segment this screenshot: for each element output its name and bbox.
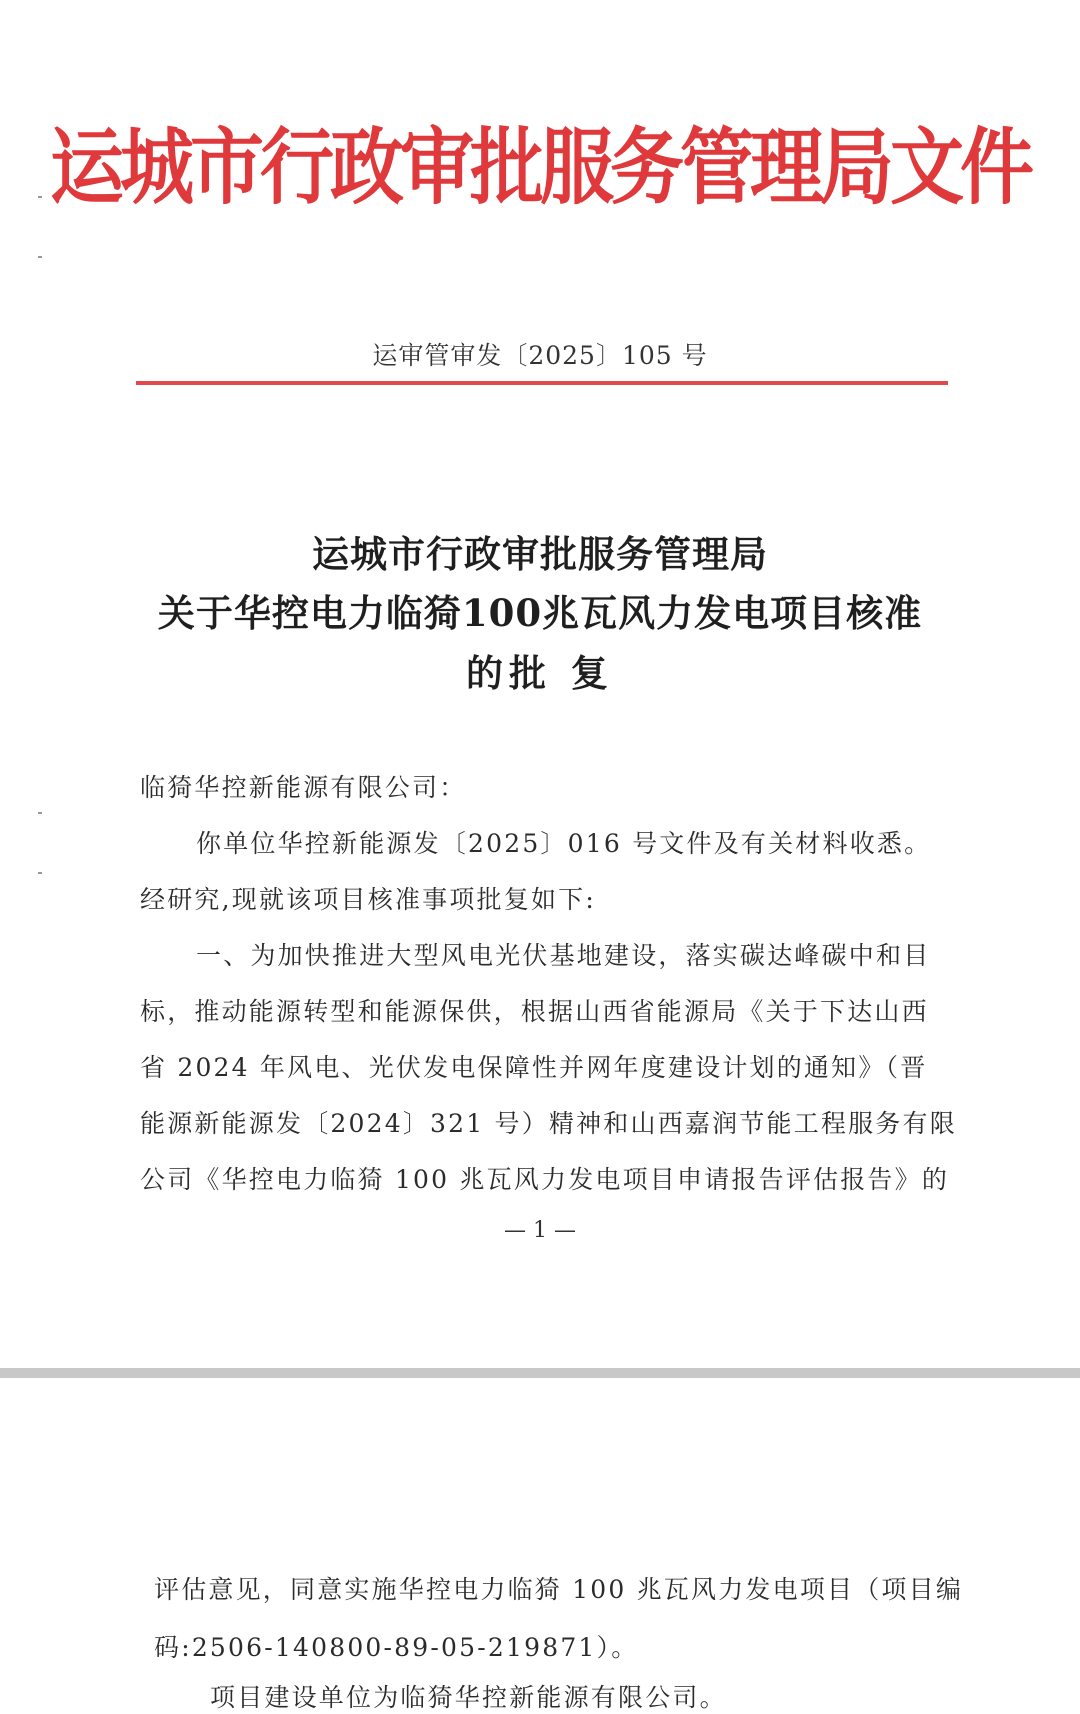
scan-speck	[38, 872, 42, 874]
body-line: 省 2024 年风电、光伏发电保障性并网年度建设计划的通知》（晋	[140, 1053, 928, 1082]
body-line: 公司《华控电力临猗 100 兆瓦风力发电项目申请报告评估报告》的	[140, 1165, 950, 1194]
scan-speck	[38, 256, 42, 258]
scan-speck	[38, 196, 42, 198]
title-line-2: 关于华控电力临猗100兆瓦风力发电项目核准	[157, 591, 923, 635]
title-line-1: 运城市行政审批服务管理局	[312, 532, 768, 576]
body-line: 你单位华控新能源发〔2025〕016 号文件及有关材料收悉。	[196, 829, 932, 858]
title-line-3: 的批 复	[466, 651, 614, 695]
body-line: 评估意见，同意实施华控电力临猗 100 兆瓦风力发电项目（项目编	[154, 1575, 964, 1604]
body-line: 经研究,现就该项目核准事项批复如下:	[140, 885, 596, 914]
red-letterhead: 运城市行政审批服务管理局文件	[50, 119, 1030, 217]
document-number: 运审管审发〔2025〕105 号	[372, 341, 708, 370]
red-divider-line	[136, 381, 948, 385]
body-line: 能源新能源发〔2024〕321 号）精神和山西嘉润节能工程服务有限	[140, 1109, 957, 1138]
body-line: 一、为加快推进大型风电光伏基地建设，落实碳达峰碳中和目	[196, 941, 931, 970]
body-line: 码:2506-140800-89-05-219871）。	[154, 1633, 639, 1662]
body-line: 标，推动能源转型和能源保供，根据山西省能源局《关于下达山西	[140, 997, 929, 1026]
addressee: 临猗华控新能源有限公司：	[140, 773, 467, 802]
page-separator	[0, 1368, 1080, 1378]
page-number: — 1 —	[504, 1218, 576, 1243]
scan-speck	[38, 812, 42, 814]
body-line: 项目建设单位为临猗华控新能源有限公司。	[210, 1683, 727, 1712]
document-page-2	[0, 1378, 1080, 1714]
